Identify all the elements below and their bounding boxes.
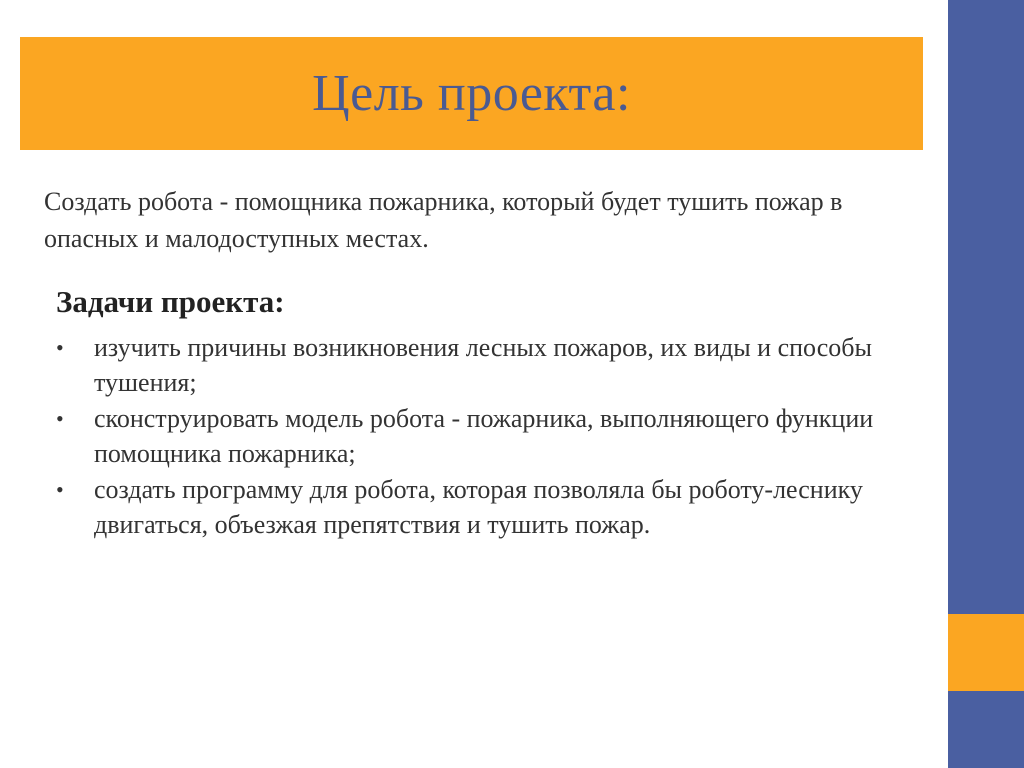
decorative-side-bar-top bbox=[948, 0, 1024, 614]
task-text: создать программу для робота, которая позволяла бы роботу-леснику двигаться, объезжая препятствия и тушить пожар. bbox=[94, 475, 863, 539]
task-item bbox=[56, 401, 936, 471]
tasks-list bbox=[56, 330, 936, 543]
task-text: сконструировать модель робота - пожарника, выполняющего функции помощника пожарника; bbox=[94, 404, 874, 468]
bullet-icon: • bbox=[56, 406, 64, 431]
decorative-side-bar-bottom bbox=[948, 691, 1024, 768]
tasks-heading: Задачи проекта: bbox=[56, 284, 285, 319]
task-item bbox=[56, 330, 936, 400]
title-banner bbox=[20, 37, 923, 150]
task-text: изучить причины возникновения лесных пожаров, их виды и способы тушения; bbox=[94, 333, 872, 397]
bullet-icon: • bbox=[56, 477, 64, 502]
decorative-side-bar-accent bbox=[948, 614, 1024, 691]
bullet-icon: • bbox=[56, 335, 64, 360]
task-item bbox=[56, 472, 936, 542]
slide-title: Цель проекта: bbox=[312, 65, 631, 122]
project-goal-text: Создать робота - помощника пожарника, который будет тушить пожар в опасных и малодоступных местах. bbox=[44, 187, 843, 253]
